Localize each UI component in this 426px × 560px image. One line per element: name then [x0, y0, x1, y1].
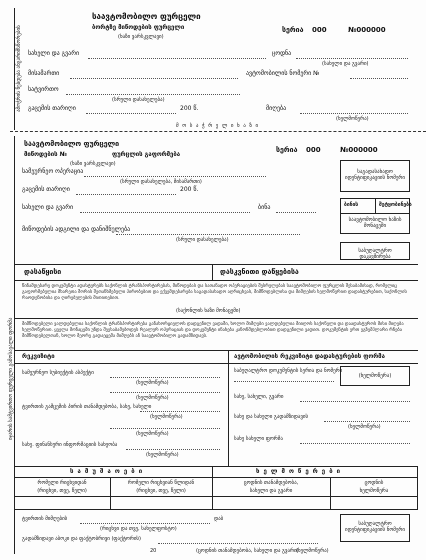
- main-subtitle-suffix: ფურცლის გაფორმება: [112, 151, 181, 158]
- section-right-header: დასკვნითი დაწყებისა: [220, 268, 299, 276]
- main-sign-box-label: საბუღალტრო დაკავშირება: [358, 248, 392, 260]
- section-header-rule: [14, 280, 418, 281]
- stub-row3-label: სატვირთო: [28, 86, 59, 93]
- stub-row2-label: მისამართი: [28, 70, 60, 77]
- table-col1-line1: რომელი რიცხვიდან: [37, 480, 87, 486]
- sign-right-row2-line[interactable]: [300, 401, 410, 402]
- footer-row2-line[interactable]: [158, 543, 318, 544]
- sign-right-row1-line[interactable]: [234, 381, 334, 382]
- stub-title: საავტომობილო ფურცელი: [92, 12, 201, 21]
- stub-row4-right: მიღება: [266, 105, 287, 112]
- sign-right-row3-label: სახე და სახელი გადამზიდავის: [234, 414, 309, 420]
- sign-right-row2-label: სახე, სახელი, გვარი: [234, 394, 284, 400]
- sign-left-row3-hint: (ხელმოწერა): [150, 414, 183, 420]
- sign-left-row4-line[interactable]: [110, 428, 220, 429]
- stub-number: №000000: [348, 26, 386, 34]
- stub-row2-line[interactable]: [70, 78, 238, 79]
- sign-divider: [228, 350, 229, 466]
- main-row3-right: ბინა: [258, 204, 271, 211]
- stub-row2-right: ავტომობილის ნომერი №: [246, 70, 320, 77]
- stub-row1-right-hint: (სახელი და გვარი): [322, 61, 369, 67]
- sign-left-row1-line[interactable]: [110, 377, 220, 378]
- main-row4-label: მიწოდების ადგილი და დანიშნულება: [22, 226, 131, 233]
- footer-row1-right: დაბ: [214, 516, 224, 522]
- table-left-title: ს ა მ უ შ ა ო ე ბ ი: [70, 468, 144, 475]
- section-header-divider: [212, 264, 213, 280]
- stub-subtitle: ბორტზე მიწოდების ფურცელი: [92, 24, 185, 31]
- sign-right-row1-label: საბუღალტრო დოკუმენტის სერია და ნომერი: [234, 368, 343, 374]
- cut-label: მ ო ს ა ჭ რ ე ლ ი ხ ა ზ ი: [176, 123, 260, 129]
- main-row2-label: გაცემის თარიღი: [22, 186, 70, 193]
- sign-right-row3-hint: (ხელმოწერა): [348, 424, 381, 430]
- footer-row2-label: გადამზიდავი აბოკი და ფაქტობრივი (ფაქტორის): [22, 536, 141, 542]
- table-col4-line2: ხელმოწერა: [359, 488, 389, 494]
- main-row3-right-line[interactable]: [276, 212, 316, 213]
- main-series-label: სერია: [276, 146, 298, 154]
- sign-left-row3-label: ტვირთის გამცემის პირის თანამდებობა, სახე, სახელი: [22, 404, 152, 410]
- stub-row1-label: სახელი და გვარი: [28, 50, 80, 57]
- stub-row4-right-hint: (ხელმოწერა): [336, 116, 369, 122]
- main-title: საავტომობილო ფურცელი: [24, 140, 120, 148]
- stub-row4-label: გაცემის თარიღი: [28, 105, 76, 112]
- sign-left-row1-label: სამეურნეო სუბიექტის ასპექტი: [22, 370, 94, 376]
- main-row2-year: 200 წ.: [180, 186, 199, 193]
- main-sign-box: [340, 242, 410, 260]
- sign-left-row2-hint: (ხელმოწერა): [136, 395, 169, 401]
- main-row4-line[interactable]: [116, 234, 300, 235]
- main-side-box1: [340, 160, 410, 192]
- sign-left-title: რეკვიზიტი: [22, 353, 55, 360]
- main-number: №000000: [340, 146, 378, 154]
- table-col3-line1: ცოდნის თანამდებობა,: [243, 480, 299, 486]
- stub-row4-year: 200 წ.: [180, 105, 199, 112]
- table-col3-line2: სახელი და გვარი: [249, 488, 293, 494]
- paragraph-2: მიმწოდებელი ვალდებულია საქონლის ტრანსპორტირება განახორციელოს დადგენილ ვადაში, ხოლო მიმღები ვალდებულია მიიღოს საქონელი და დაადასტუროს მისი მიღება ხელმოწერით. ყველა მონაცემი უნდა შეესაბამებოდეს რეალურ ოპერაციას და დოკუმენტი ინახება კანონმდებლობით დადგენილი ვადით. დოკუმენტის ერთ ეგზემპლარი რჩება მიმწოდებელთან, ხოლო მეორე გადაეცემა მიმღებს ან საავტომობილო გადამზიდავს.: [22, 322, 404, 339]
- sign-right-row4-line[interactable]: [300, 443, 410, 444]
- stub-subtitle-hint: (ხაზი ვარსკვლავი): [118, 34, 164, 40]
- main-mini-grid: [340, 198, 410, 234]
- main-mini-hline: [341, 213, 409, 214]
- sign-top-rule: [14, 350, 418, 351]
- main-row3-line[interactable]: [80, 212, 250, 213]
- sign-left-row2-line[interactable]: [110, 392, 220, 393]
- main-row1-line[interactable]: [84, 176, 266, 177]
- sign-left-row3-line[interactable]: [140, 411, 220, 412]
- main-row1-hint: (სრული დასახელება, მისამართი): [120, 179, 202, 185]
- section-top-rule: [14, 264, 418, 265]
- table-col1-line2: (რიცხვი, თვე, წელი): [37, 488, 87, 494]
- paragraph-1-hint: (საქონლის ხაზი მონაცემი): [176, 308, 241, 314]
- stub-row1-line[interactable]: [88, 58, 266, 59]
- sign-right-title: ავტომობილის რეკვიზიტი დადასტურების ფორმა: [234, 353, 385, 360]
- main-subtitle-hint: (ხაზი ვარსკვლავი): [70, 161, 116, 167]
- stub-row3-hint: (სრული დასახელება): [112, 97, 165, 103]
- sign-right-row3-line[interactable]: [324, 421, 410, 422]
- table-col2-line1: რომელი რიცხვიან წლიდან: [127, 480, 195, 486]
- footer-side-box: [340, 514, 410, 542]
- stub-left-border: [14, 8, 15, 130]
- sign-header-rule: [14, 363, 418, 364]
- main-subtitle-prefix: მიწოდების №: [24, 151, 67, 158]
- main-side-box1-label: საგადასახადო იდენტიფიკაციის ნომერი: [345, 169, 405, 181]
- footer-row2-year: 20: [150, 548, 157, 554]
- stub-series-value: 000: [312, 26, 327, 34]
- main-mini-divider: [375, 199, 376, 213]
- main-row2-line[interactable]: [76, 194, 176, 195]
- main-vertical-label: იჯარის სამტვირთო ფურცელი გამოსავალი ფორმა: [8, 317, 14, 440]
- footer-row1-label: ტვირთის მიმღების: [22, 516, 68, 522]
- sign-right-box: [340, 366, 410, 386]
- footer-row2-hint: (ცოდნის თანამდებობა, სახელი და გვარი): [196, 548, 299, 554]
- table-col-divider-3: [330, 477, 331, 510]
- sign-right-row4-label: სახე სახელი ფორმა: [234, 436, 283, 442]
- table-col4-line1: ცოდნის: [364, 480, 384, 486]
- stub-row1-right-line[interactable]: [296, 58, 408, 59]
- footer-row2-hint2: (ხელმოწერა): [296, 548, 329, 554]
- paragraph-1: წინამდებარე დოკუმენტი ადასტურებს საქონლის ტრანსპორტირებას, მიწოდებას და სათანადო ოპერაციების შესრულებას საავტომობილო ფურცლის შესაბამისად, რომელიც გაფორმებულია მხარეთა შორის შეთანხმებული პირობებით და ექვემდებარება საგადასახადო აღრიცხვას, მიმწოდებლისა და მიმღების ხელმოწერით დადასტურებით, საქონლის რაოდენობისა და ღირებულების მითითებით.: [22, 284, 407, 301]
- main-mini-value: საავტომობილო ხაზის მონაცემი: [348, 217, 402, 229]
- main-row1-label: სამეურნეო ოპერაცია: [22, 168, 84, 175]
- sign-right-box-hint: (ხელმოწერა): [358, 373, 392, 379]
- stub-series-label: სერია: [282, 26, 304, 34]
- stub-row4-right-line[interactable]: [300, 113, 408, 114]
- table-col-divider-2: [212, 466, 213, 510]
- stub-row2-right-line[interactable]: [350, 78, 408, 79]
- paragraph-rule: [14, 318, 418, 319]
- main-row3-label: სახელი და გვარი: [22, 204, 74, 211]
- stub-vertical-label: ამოჭრის წესდება ანგარიშსწორების: [16, 25, 22, 112]
- sign-left-row4-hint: (ხელმოწერა): [136, 431, 169, 437]
- main-series-value: 000: [306, 146, 321, 154]
- table-col-divider-1: [110, 477, 111, 510]
- section-left-header: დასაწყისი: [24, 268, 62, 276]
- stub-row4-line[interactable]: [86, 113, 176, 114]
- table-right-title: ხ ე ლ მ ო წ ე რ ე ბ ი: [256, 468, 342, 475]
- main-row4-hint: (სრული დასახელება): [176, 237, 229, 243]
- main-mini-left: ბინის: [344, 202, 359, 208]
- stub-row1-right: ცოდნა: [272, 50, 292, 57]
- table-title-rule: [14, 477, 418, 478]
- stub-row3-line[interactable]: [66, 94, 240, 95]
- table-header-rule: [14, 496, 418, 497]
- sign-left-row1-hint: (ხელმოწერა): [136, 380, 169, 386]
- sign-left-row5-line[interactable]: [126, 449, 220, 450]
- footer-side-box-label: საბუღალტრო იდენტიფიკაციის ნომერი: [345, 521, 405, 533]
- sign-left-row5-hint: (ხელმოწერა): [146, 452, 179, 458]
- sign-left-row5-label: სახე. ფინანსური ინფორმაციის სახეობა: [22, 442, 118, 448]
- table-col2-line2: (რიცხვი, თვე, წელი): [136, 488, 186, 494]
- footer-row1-line[interactable]: [80, 523, 210, 524]
- main-mini-right: შეტყობინება: [379, 202, 412, 208]
- cut-line: [10, 131, 426, 132]
- footer-row1-hint: (რიცხვი და თვე, სახელფოსტო): [100, 526, 177, 532]
